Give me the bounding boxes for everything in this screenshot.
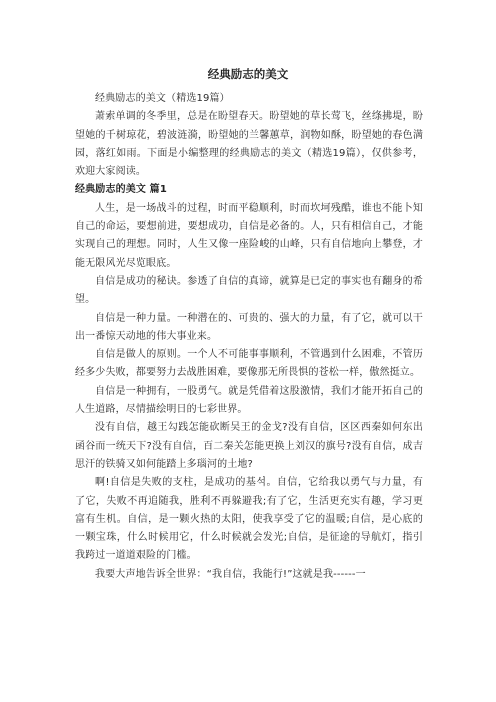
- paragraph: 我要大声地告诉全世界：“我自信，我能行!”这就是我------一: [95, 568, 366, 580]
- paragraph: 自信是一种力量。一种潜在的、可贵的、强大的力量，有了它，就可以干出一番惊天动地的伟大事业来。: [75, 312, 423, 342]
- paragraph: 自信是成功的秘诀。参透了自信的真谛，就算是已定的事实也有翻身的希望。: [75, 275, 423, 306]
- paragraph-intro-title: 经典励志的美文（精选19篇）: [95, 93, 230, 104]
- paragraph: 自信是做人的原则。一个人不可能事事顺利，不管遇到什么困难，不管历经多少失败，都要努力去战胜困难，要像那无所畏惧的苍松一样，傲然挺立。: [75, 349, 423, 379]
- document-title: 经典励志的美文: [207, 67, 289, 81]
- paragraph: 人生，是一场战斗的过程，时而平稳顺利，时而坎坷残酷，谁也不能卜知自己的命运，要想前进，要想成功，自信是必备的。人，只有相信自己，才能实现自己的理想。同时，人生又像一座险峻的山峰，只有自信地向上攀登，才能无限风光尽览眼底。: [75, 202, 423, 269]
- paragraph: 啊!自信是失败的支柱，是成功的基석。自信，它给我以勇气与力量，有了它，失败不再追随我，胜利不再躲避我;有了它，生活更充实有趣，学习更富有生机。自信，是一颗火热的太阳，使我享受了它的温暖;自信，是心底的一颗宝珠，什么时候用它，什么时候就会发光;自信，是征途的导航灯，指引我跨过一道道艰险的门槛。: [75, 477, 423, 562]
- paragraph: 自信是一种拥有，一股勇气。就是凭借着这股激情，我们才能开拓自己的人生道路，尽情描绘明日的七彩世界。: [75, 385, 423, 416]
- paragraph-intro: 萧索单调的冬季里，总是在盼望春天。盼望她的草长莺飞，丝绦拂堤，盼望她的千树琼花，碧波涟漪，盼望她的兰馨蕙草，润物如酥，盼望她的春色满园，落红如雨。下面是小编整理的经典励志的美文（精选19篇），仅供参考，欢迎大家阅读。: [75, 111, 423, 178]
- paragraph: 没有自信，越王勾践怎能砍断吴王的金戈?没有自信，区区西秦如何东出函谷而一统天下?没有自信，百二秦关怎能更换上刘汉的旗号?没有自信，成吉思汗的铁骑又如何能踏上多瑙河的土地?: [75, 422, 423, 470]
- document-body: [75, 90, 423, 584]
- section-heading: 经典励志的美文 篇1: [75, 184, 167, 196]
